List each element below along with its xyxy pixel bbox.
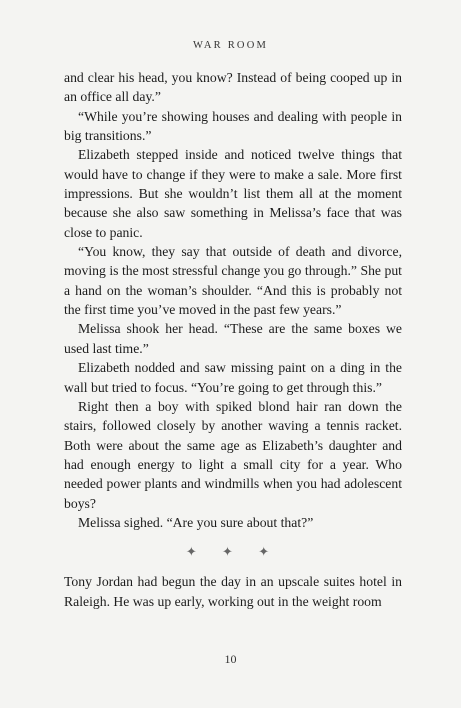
paragraph: Elizabeth nodded and saw missing paint on a ding in the wall but tried to focus. “You’re going to get through this.” [64,360,402,395]
paragraph: Melissa shook her head. “These are the same boxes we used last time.” [64,321,402,356]
paragraphs-before-break [64,68,402,532]
paragraph: “While you’re showing houses and dealing with people in big transitions.” [64,108,402,144]
paragraphs-after-break [64,572,402,611]
body-text [64,68,402,611]
paragraph: Melissa sighed. “Are you sure about that?” [78,514,314,530]
running-head: WAR ROOM [192,40,269,51]
paragraph: Tony Jordan had begun the day in an upscale suites hotel in Raleigh. He was up early, working out in the weight room [64,574,402,609]
paragraph: Right then a boy with spiked blond hair ran down the stairs, followed closely by another waving a tennis racket. Both were about the same age as Elizabeth’s daughter and had enough energy to light a small city for a year. Who needed power plants and windmills when you had adolescent boys? [64,398,402,511]
section-break-ornament: ✦ ✦ ✦ [185,544,281,560]
paragraph: and clear his head, you know? Instead of being cooped up in an office all day.” [64,70,402,105]
paragraph: “You know, they say that outside of death and divorce, moving is the most stressful change you go through.” She put a hand on the woman’s shoulder. “And this is probably not the first time you’ve moved in the past few years.” [64,244,402,318]
paragraph: Elizabeth stepped inside and noticed twelve things that would have to change if they were to make a sale. More first impressions. But she wouldn’t list them all at the moment because she also saw something in Melissa’s face that was close to panic. [64,147,402,240]
page-number: 10 [224,652,237,666]
